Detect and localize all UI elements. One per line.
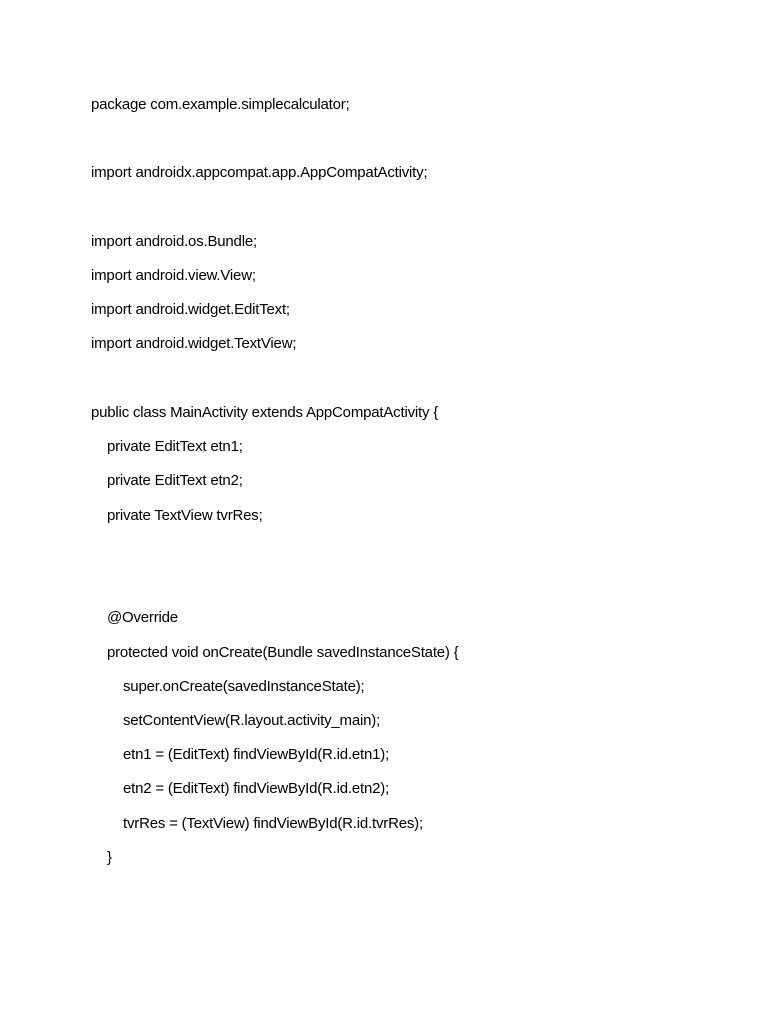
code-statement: etn1 = (EditText) findViewById(R.id.etn1); bbox=[123, 746, 390, 763]
closing-brace: } bbox=[107, 849, 112, 866]
annotation-line: @Override bbox=[107, 609, 178, 626]
code-statement: super.onCreate(savedInstanceState); bbox=[123, 678, 365, 695]
import-line: import androidx.appcompat.app.AppCompatActivity; bbox=[91, 164, 428, 181]
field-declaration: private TextView tvrRes; bbox=[107, 507, 263, 524]
package-declaration: package com.example.simplecalculator; bbox=[91, 96, 350, 113]
code-statement: etn2 = (EditText) findViewById(R.id.etn2); bbox=[123, 780, 390, 797]
code-statement: tvrRes = (TextView) findViewById(R.id.tvrRes); bbox=[123, 815, 423, 832]
class-declaration: public class MainActivity extends AppCompatActivity { bbox=[91, 404, 439, 421]
import-line: import android.view.View; bbox=[91, 267, 256, 284]
field-declaration: private EditText etn2; bbox=[107, 472, 243, 489]
code-statement: setContentView(R.layout.activity_main); bbox=[123, 712, 381, 729]
import-line: import android.widget.EditText; bbox=[91, 301, 290, 318]
field-declaration: private EditText etn1; bbox=[107, 438, 243, 455]
method-declaration: protected void onCreate(Bundle savedInstanceState) { bbox=[107, 644, 459, 661]
import-line: import android.os.Bundle; bbox=[91, 233, 257, 250]
import-line: import android.widget.TextView; bbox=[91, 335, 297, 352]
